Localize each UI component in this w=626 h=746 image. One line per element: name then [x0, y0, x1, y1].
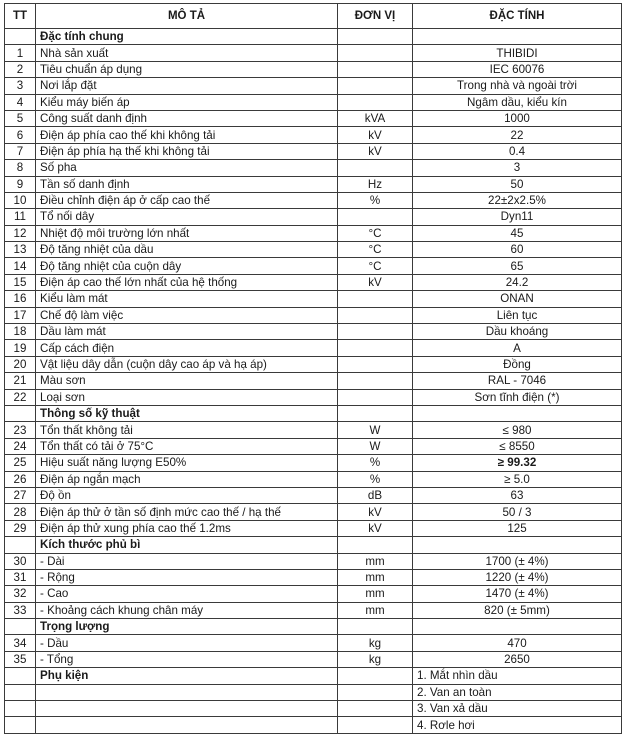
- table-row: [5, 569, 622, 585]
- row-number: 2: [5, 61, 36, 77]
- section-spec-cell: [413, 29, 622, 45]
- row-description: Cấp cách điện: [36, 340, 338, 356]
- row-number: 32: [5, 586, 36, 602]
- section-title: Trọng lượng: [36, 619, 338, 635]
- row-number: 8: [5, 160, 36, 176]
- row-spec: Dầu khoáng: [413, 324, 622, 340]
- accessory-row: [5, 717, 622, 733]
- section-spec-cell: [413, 619, 622, 635]
- table-row: [5, 422, 622, 438]
- table-row: [5, 356, 622, 372]
- table-row: [5, 61, 622, 77]
- row-unit: mm: [338, 553, 413, 569]
- row-spec: Liên tục: [413, 307, 622, 323]
- row-unit: W: [338, 422, 413, 438]
- table-row: [5, 291, 622, 307]
- accessory-tt-cell: [5, 717, 36, 733]
- section-spec-cell: [413, 537, 622, 553]
- row-unit: kV: [338, 520, 413, 536]
- table-row: [5, 487, 622, 503]
- row-number: 6: [5, 127, 36, 143]
- row-unit: [338, 94, 413, 110]
- row-description: - Dài: [36, 553, 338, 569]
- row-number: 11: [5, 209, 36, 225]
- header-unit: ĐƠN VỊ: [338, 4, 413, 29]
- accessory-desc-cell: [36, 701, 338, 717]
- header-description: MÔ TẢ: [36, 4, 338, 29]
- accessory-row: [5, 668, 622, 684]
- table-row: [5, 520, 622, 536]
- table-row: [5, 209, 622, 225]
- section-row: [5, 537, 622, 553]
- row-unit: [338, 209, 413, 225]
- row-unit: [338, 389, 413, 405]
- row-description: Kiểu làm mát: [36, 291, 338, 307]
- row-unit: mm: [338, 586, 413, 602]
- section-title: Kích thước phủ bì: [36, 537, 338, 553]
- row-spec: 45: [413, 225, 622, 241]
- row-description: Tần số danh định: [36, 176, 338, 192]
- row-description: Dầu làm mát: [36, 324, 338, 340]
- row-description: Tiêu chuẩn áp dụng: [36, 61, 338, 77]
- table-row: [5, 651, 622, 667]
- header-spec: ĐẶC TÍNH: [413, 4, 622, 29]
- row-number: 4: [5, 94, 36, 110]
- row-spec: 0.4: [413, 143, 622, 159]
- section-unit-cell: [338, 619, 413, 635]
- row-unit: [338, 340, 413, 356]
- row-spec: 24.2: [413, 274, 622, 290]
- section-tt-cell: [5, 537, 36, 553]
- row-unit: kVA: [338, 110, 413, 126]
- row-description: Độ tăng nhiệt của cuộn dây: [36, 258, 338, 274]
- row-spec: 60: [413, 242, 622, 258]
- section-row: [5, 405, 622, 421]
- row-number: 31: [5, 569, 36, 585]
- section-title: Đặc tính chung: [36, 29, 338, 45]
- row-unit: W: [338, 438, 413, 454]
- row-description: Nơi lắp đặt: [36, 78, 338, 94]
- row-unit: kV: [338, 504, 413, 520]
- row-description: Độ ồn: [36, 487, 338, 503]
- accessory-tt-cell: [5, 684, 36, 700]
- row-unit: [338, 291, 413, 307]
- row-spec: Đồng: [413, 356, 622, 372]
- row-unit: mm: [338, 602, 413, 618]
- row-spec: 125: [413, 520, 622, 536]
- table-row: [5, 242, 622, 258]
- row-description: Số pha: [36, 160, 338, 176]
- row-number: 12: [5, 225, 36, 241]
- header-tt: TT: [5, 4, 36, 29]
- row-unit: %: [338, 471, 413, 487]
- row-spec: 63: [413, 487, 622, 503]
- row-spec: 2650: [413, 651, 622, 667]
- row-spec: 1000: [413, 110, 622, 126]
- row-spec: 1700 (± 4%): [413, 553, 622, 569]
- table-row: [5, 389, 622, 405]
- table-row: [5, 373, 622, 389]
- row-description: Nhà sản xuất: [36, 45, 338, 61]
- row-unit: kV: [338, 274, 413, 290]
- spec-table: [4, 3, 622, 734]
- row-number: 28: [5, 504, 36, 520]
- row-unit: dB: [338, 487, 413, 503]
- table-row: [5, 127, 622, 143]
- table-row: [5, 225, 622, 241]
- section-unit-cell: [338, 537, 413, 553]
- table-row: [5, 602, 622, 618]
- row-unit: °C: [338, 225, 413, 241]
- row-description: - Cao: [36, 586, 338, 602]
- row-number: 7: [5, 143, 36, 159]
- row-description: Vật liệu dây dẫn (cuộn dây cao áp và hạ áp): [36, 356, 338, 372]
- row-number: 24: [5, 438, 36, 454]
- row-number: 17: [5, 307, 36, 323]
- row-description: Loại sơn: [36, 389, 338, 405]
- row-unit: [338, 356, 413, 372]
- row-unit: [338, 45, 413, 61]
- row-number: 35: [5, 651, 36, 667]
- table-row: [5, 176, 622, 192]
- row-number: 20: [5, 356, 36, 372]
- row-number: 27: [5, 487, 36, 503]
- row-description: Kiểu máy biến áp: [36, 94, 338, 110]
- row-unit: kg: [338, 651, 413, 667]
- row-spec: RAL - 7046: [413, 373, 622, 389]
- row-description: Tổn thất có tải ở 75°C: [36, 438, 338, 454]
- row-spec: 22: [413, 127, 622, 143]
- row-spec: 470: [413, 635, 622, 651]
- row-number: 23: [5, 422, 36, 438]
- row-unit: kV: [338, 127, 413, 143]
- section-tt-cell: [5, 619, 36, 635]
- row-spec: Trong nhà và ngoài trời: [413, 78, 622, 94]
- table-row: [5, 455, 622, 471]
- section-spec-cell: [413, 405, 622, 421]
- row-spec: 50: [413, 176, 622, 192]
- row-number: 26: [5, 471, 36, 487]
- row-spec: Dyn11: [413, 209, 622, 225]
- section-tt-cell: [5, 405, 36, 421]
- accessory-unit-cell: [338, 717, 413, 733]
- row-description: Nhiệt độ môi trường lớn nhất: [36, 225, 338, 241]
- row-description: Công suất danh định: [36, 110, 338, 126]
- accessories-title: Phụ kiện: [36, 668, 338, 684]
- section-unit-cell: [338, 405, 413, 421]
- row-description: Tổn thất không tải: [36, 422, 338, 438]
- row-spec: 65: [413, 258, 622, 274]
- row-description: Màu sơn: [36, 373, 338, 389]
- header-row: [5, 4, 622, 29]
- row-spec: THIBIDI: [413, 45, 622, 61]
- row-number: 19: [5, 340, 36, 356]
- table-row: [5, 586, 622, 602]
- accessory-desc-cell: [36, 717, 338, 733]
- row-unit: °C: [338, 258, 413, 274]
- table-row: [5, 192, 622, 208]
- row-spec: 22±2x2.5%: [413, 192, 622, 208]
- row-spec: 820 (± 5mm): [413, 602, 622, 618]
- row-unit: mm: [338, 569, 413, 585]
- section-row: [5, 619, 622, 635]
- accessory-row: [5, 684, 622, 700]
- table-row: [5, 307, 622, 323]
- table-row: [5, 438, 622, 454]
- row-number: 14: [5, 258, 36, 274]
- row-description: Điện áp phía cao thế khi không tải: [36, 127, 338, 143]
- row-number: 10: [5, 192, 36, 208]
- accessory-item: 3. Van xả dầu: [413, 701, 622, 717]
- spec-table-body: [5, 29, 622, 734]
- row-description: Điện áp thử xung phía cao thế 1.2ms: [36, 520, 338, 536]
- row-unit: [338, 307, 413, 323]
- row-description: Hiệu suất năng lượng E50%: [36, 455, 338, 471]
- row-description: Chế độ làm việc: [36, 307, 338, 323]
- accessory-item: 2. Van an toàn: [413, 684, 622, 700]
- row-spec: IEC 60076: [413, 61, 622, 77]
- section-tt-cell: [5, 29, 36, 45]
- accessory-tt-cell: [5, 668, 36, 684]
- row-number: 16: [5, 291, 36, 307]
- row-unit: Hz: [338, 176, 413, 192]
- section-title: Thông số kỹ thuật: [36, 405, 338, 421]
- row-spec: A: [413, 340, 622, 356]
- table-row: [5, 504, 622, 520]
- row-description: Điện áp thử ở tần số định mức cao thế / hạ thế: [36, 504, 338, 520]
- row-description: - Tổng: [36, 651, 338, 667]
- row-unit: [338, 373, 413, 389]
- row-spec: ONAN: [413, 291, 622, 307]
- row-number: 21: [5, 373, 36, 389]
- section-row: [5, 29, 622, 45]
- row-spec: ≤ 980: [413, 422, 622, 438]
- row-description: Tổ nối dây: [36, 209, 338, 225]
- accessory-item: 4. Rơle hơi: [413, 717, 622, 733]
- row-number: 25: [5, 455, 36, 471]
- row-spec: ≤ 8550: [413, 438, 622, 454]
- row-spec: 1220 (± 4%): [413, 569, 622, 585]
- table-row: [5, 78, 622, 94]
- row-description: Điều chỉnh điện áp ở cấp cao thế: [36, 192, 338, 208]
- row-description: Điện áp ngắn mạch: [36, 471, 338, 487]
- table-row: [5, 94, 622, 110]
- accessory-unit-cell: [338, 701, 413, 717]
- row-description: - Rộng: [36, 569, 338, 585]
- row-number: 13: [5, 242, 36, 258]
- row-unit: kV: [338, 143, 413, 159]
- row-number: 3: [5, 78, 36, 94]
- table-row: [5, 143, 622, 159]
- table-row: [5, 258, 622, 274]
- table-row: [5, 274, 622, 290]
- table-row: [5, 160, 622, 176]
- row-spec: ≥ 5.0: [413, 471, 622, 487]
- row-number: 30: [5, 553, 36, 569]
- accessory-row: [5, 701, 622, 717]
- accessory-item: 1. Mắt nhìn dầu: [413, 668, 622, 684]
- row-number: 5: [5, 110, 36, 126]
- row-description: - Dầu: [36, 635, 338, 651]
- section-unit-cell: [338, 29, 413, 45]
- row-description: Điện áp cao thế lớn nhất của hệ thống: [36, 274, 338, 290]
- row-unit: kg: [338, 635, 413, 651]
- row-spec: ≥ 99.32: [413, 455, 622, 471]
- row-number: 18: [5, 324, 36, 340]
- row-spec: 50 / 3: [413, 504, 622, 520]
- table-row: [5, 471, 622, 487]
- row-number: 1: [5, 45, 36, 61]
- row-unit: %: [338, 455, 413, 471]
- row-spec: 3: [413, 160, 622, 176]
- row-spec: Sơn tĩnh điện (*): [413, 389, 622, 405]
- accessory-tt-cell: [5, 701, 36, 717]
- table-row: [5, 635, 622, 651]
- table-row: [5, 340, 622, 356]
- accessory-unit-cell: [338, 668, 413, 684]
- table-row: [5, 110, 622, 126]
- row-description: Độ tăng nhiệt của dầu: [36, 242, 338, 258]
- row-unit: [338, 160, 413, 176]
- row-number: 22: [5, 389, 36, 405]
- table-row: [5, 45, 622, 61]
- row-description: - Khoảng cách khung chân máy: [36, 602, 338, 618]
- table-row: [5, 324, 622, 340]
- row-unit: [338, 61, 413, 77]
- row-spec: Ngâm dầu, kiểu kín: [413, 94, 622, 110]
- row-unit: °C: [338, 242, 413, 258]
- row-spec: 1470 (± 4%): [413, 586, 622, 602]
- row-description: Điện áp phía hạ thế khi không tải: [36, 143, 338, 159]
- table-row: [5, 553, 622, 569]
- row-number: 33: [5, 602, 36, 618]
- row-unit: [338, 78, 413, 94]
- row-unit: %: [338, 192, 413, 208]
- row-number: 15: [5, 274, 36, 290]
- accessory-desc-cell: [36, 684, 338, 700]
- row-unit: [338, 324, 413, 340]
- row-number: 9: [5, 176, 36, 192]
- accessory-unit-cell: [338, 684, 413, 700]
- row-number: 34: [5, 635, 36, 651]
- row-number: 29: [5, 520, 36, 536]
